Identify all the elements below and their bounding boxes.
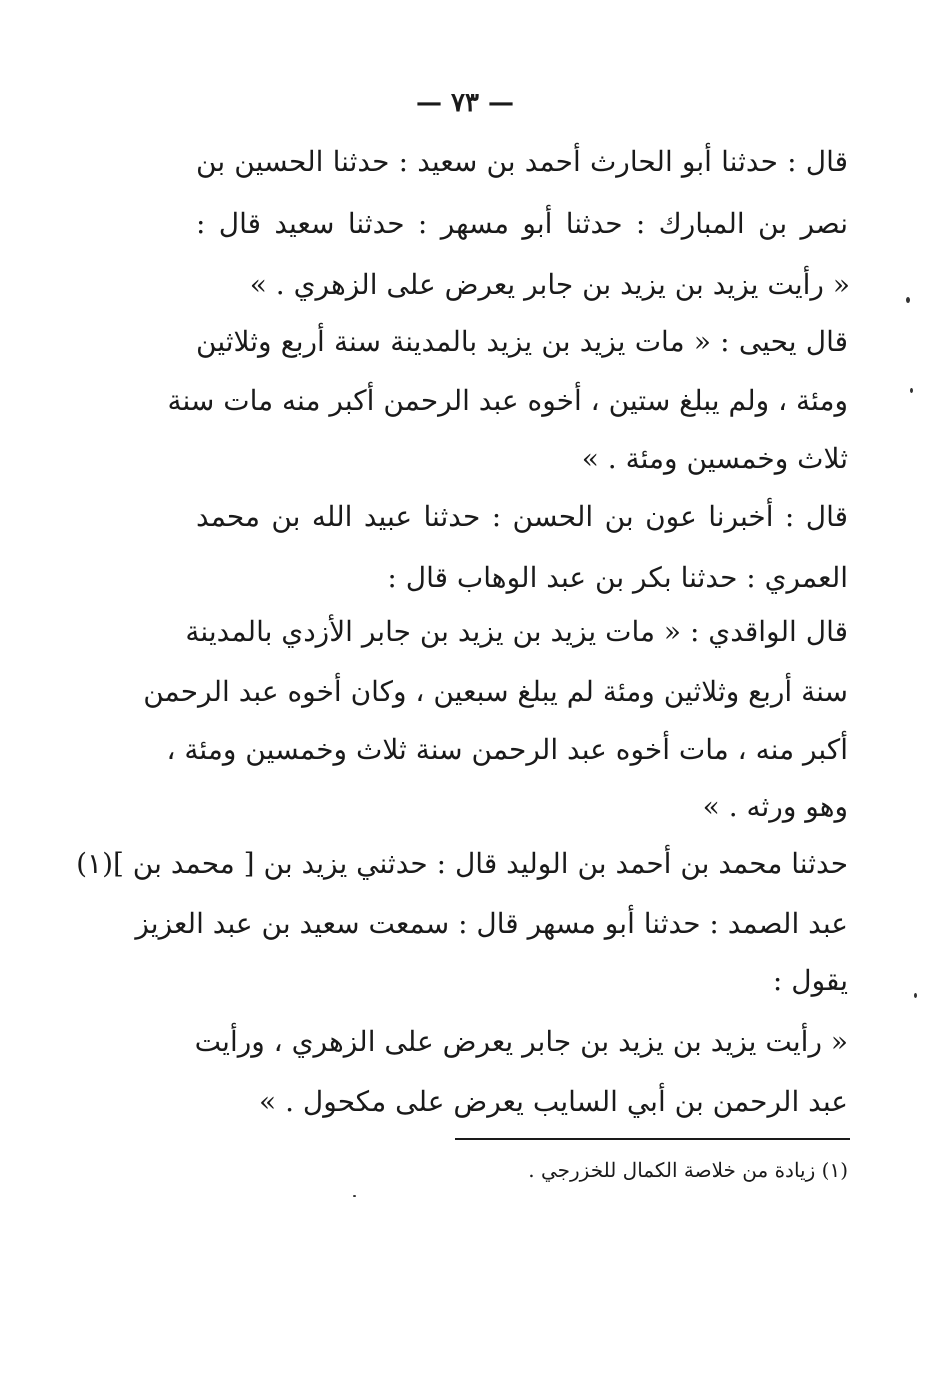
text-line-15: يقول : bbox=[772, 964, 848, 997]
scan-speck bbox=[906, 297, 910, 303]
scan-speck bbox=[914, 993, 917, 998]
text-line-11: أكبر منه ، مات أخوه عبد الرحمن سنة ثلاث وخمسين ومئة ، bbox=[166, 733, 848, 766]
scan-speck bbox=[353, 1195, 356, 1197]
text-line-10: سنة أربع وثلاثين ومئة لم يبلغ سبعين ، وكان أخوه عبد الرحمن bbox=[143, 675, 848, 708]
text-line-12: وهو ورثه . » bbox=[702, 790, 848, 823]
page-number: — ٧٣ — bbox=[415, 88, 515, 118]
text-line-16: « رأيت يزيد بن يزيد بن جابر يعرض على الزهري ، ورأيت bbox=[194, 1025, 848, 1058]
text-line-6: ثلاث وخمسين ومئة . » bbox=[581, 442, 848, 475]
text-line-17: عبد الرحمن بن أبي السايب يعرض على مكحول . » bbox=[259, 1085, 848, 1118]
text-line-4: قال يحيى : « مات يزيد بن يزيد بالمدينة سنة أربع وثلاثين bbox=[196, 325, 848, 358]
text-line-14: عبد الصمد : حدثنا أبو مسهر قال : سمعت سعيد بن عبد العزيز bbox=[135, 907, 848, 940]
text-line-3: « رأيت يزيد بن يزيد بن جابر يعرض على الزهري . » bbox=[249, 268, 850, 301]
footnote: (١) زيادة من خلاصة الكمال للخزرجي . bbox=[528, 1158, 848, 1182]
footnote-rule bbox=[455, 1138, 850, 1140]
text-line-13: حدثنا محمد بن أحمد بن الوليد قال : حدثني يزيد بن [ محمد بن ](١) bbox=[76, 847, 848, 880]
text-line-1: قال : حدثنا أبو الحارث أحمد بن سعيد : حدثنا الحسين بن bbox=[196, 145, 848, 178]
text-line-5: ومئة ، ولم يبلغ ستين ، أخوه عبد الرحمن أكبر منه مات سنة bbox=[167, 384, 848, 417]
text-line-7: قال : أخبرنا عون بن الحسن : حدثنا عبيد الله بن محمد bbox=[196, 500, 848, 533]
text-line-2: نصر بن المبارك : حدثنا أبو مسهر : حدثنا سعيد قال : bbox=[196, 207, 848, 240]
text-line-8: العمري : حدثنا بكر بن عبد الوهاب قال : bbox=[387, 561, 848, 594]
text-line-9: قال الواقدي : « مات يزيد بن يزيد بن جابر الأزدي بالمدينة bbox=[185, 615, 848, 648]
scan-speck bbox=[910, 388, 913, 393]
